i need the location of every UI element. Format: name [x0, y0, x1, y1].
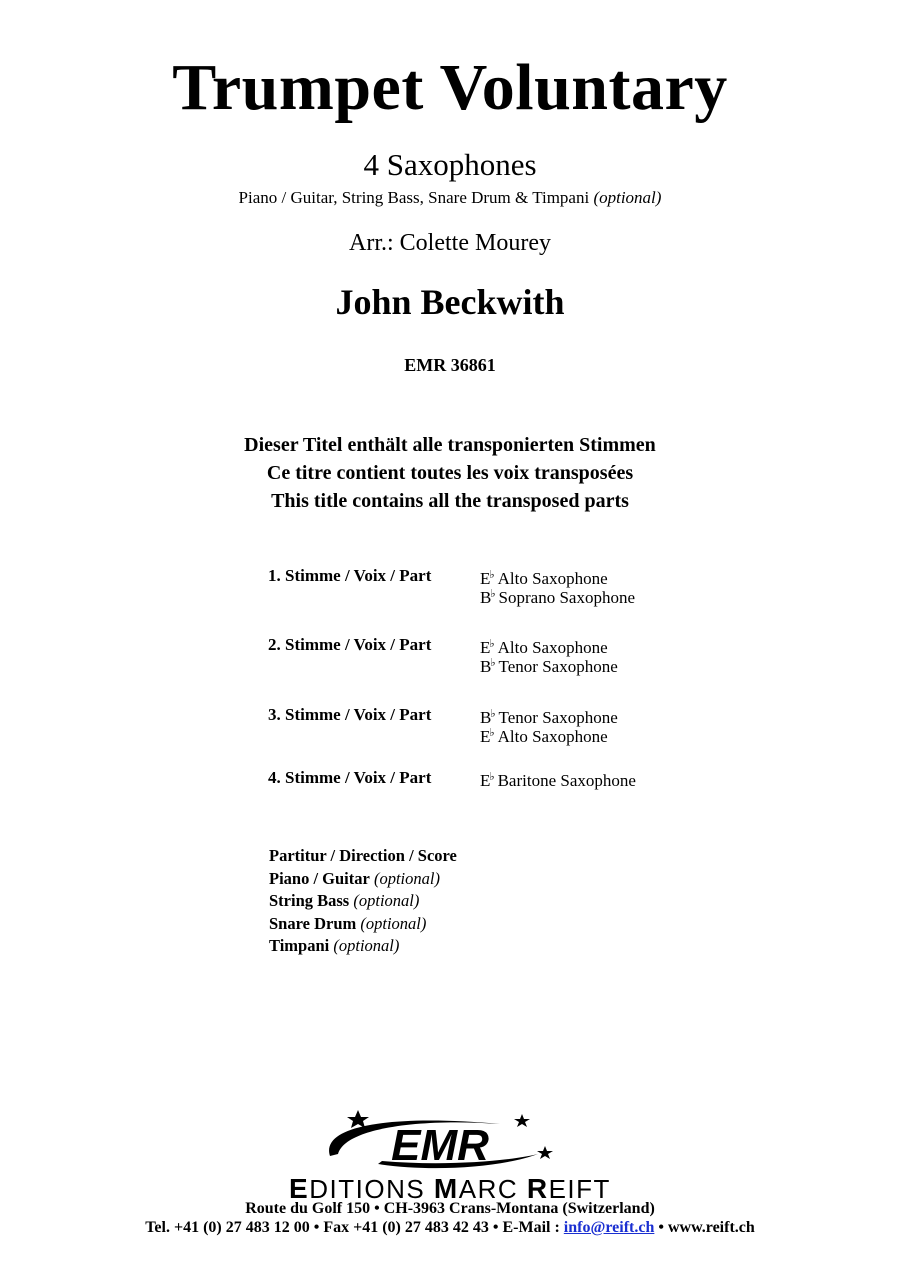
list-item: Snare Drum (optional)	[269, 913, 427, 933]
note-french: Ce titre contient toutes les voix transposées	[266, 462, 634, 484]
instrument-item: B♭ Tenor Saxophone	[480, 657, 618, 676]
instrument-item: B♭ Soprano Saxophone	[480, 588, 636, 607]
note-german: Dieser Titel enthält alle transponierten Stimmen	[244, 434, 656, 456]
arranger: Arr.: Colette Mourey	[349, 230, 551, 256]
page-title: Trumpet Voluntary	[172, 51, 728, 124]
composer: John Beckwith	[335, 282, 565, 322]
contact-prefix: Tel. +41 (0) 27 483 12 00 • Fax +41 (0) 27 483 42 43 • E-Mail :	[145, 1219, 564, 1236]
list-item: Piano / Guitar (optional)	[269, 868, 440, 888]
publisher-contact	[0, 1218, 900, 1238]
additional-parts-list	[269, 845, 457, 958]
part-label: 3. Stimme / Voix / Part	[268, 705, 432, 724]
subtitle: 4 Saxophones	[363, 147, 537, 182]
part-instruments	[480, 768, 636, 790]
flat-icon: ♭	[489, 638, 495, 650]
instrumentation-line	[0, 187, 900, 209]
email-link[interactable]: info@reift.ch	[563, 1219, 655, 1236]
flat-icon: ♭	[490, 708, 496, 720]
list-item: String Bass (optional)	[269, 891, 420, 910]
transposition-notes	[0, 431, 900, 515]
flat-icon: ♭	[489, 727, 495, 739]
instrumentation-text: Piano / Guitar, String Bass, Snare Drum & Timpani	[238, 188, 590, 207]
part-label: 2. Stimme / Voix / Part	[268, 635, 432, 654]
flat-icon: ♭	[489, 569, 495, 581]
note-english: This title contains all the transposed parts	[271, 490, 629, 512]
instrument-item: E♭ Alto Saxophone	[480, 727, 608, 746]
contact-suffix: • www.reift.ch	[654, 1219, 755, 1236]
catalog-code: EMR 36861	[404, 355, 496, 375]
instrument-item: E♭ Alto Saxophone	[480, 569, 608, 588]
instrument-item: B♭ Tenor Saxophone	[480, 708, 618, 727]
part-label: 1. Stimme / Voix / Part	[268, 566, 432, 585]
list-item: Partitur / Direction / Score	[269, 846, 457, 865]
flat-icon: ♭	[490, 588, 496, 600]
emr-logo-icon	[300, 1106, 570, 1176]
flat-icon: ♭	[490, 657, 496, 669]
part-instruments	[480, 705, 618, 746]
logo-text: EMR	[391, 1121, 489, 1170]
instrument-item: E♭ Alto Saxophone	[480, 638, 608, 657]
flat-icon: ♭	[489, 771, 495, 783]
part-instruments	[480, 635, 618, 676]
list-item: Timpani (optional)	[269, 936, 400, 955]
instrument-item: E♭ Baritone Saxophone	[480, 771, 636, 790]
part-label: 4. Stimme / Voix / Part	[268, 768, 432, 787]
instrumentation-optional: (optional)	[593, 188, 662, 207]
part-instruments	[480, 566, 636, 607]
publisher-address: Route du Golf 150 • CH-3963 Crans-Montana (Switzerland)	[245, 1200, 655, 1217]
publisher-name: EDITIONS MARC REIFT	[289, 1173, 611, 1204]
